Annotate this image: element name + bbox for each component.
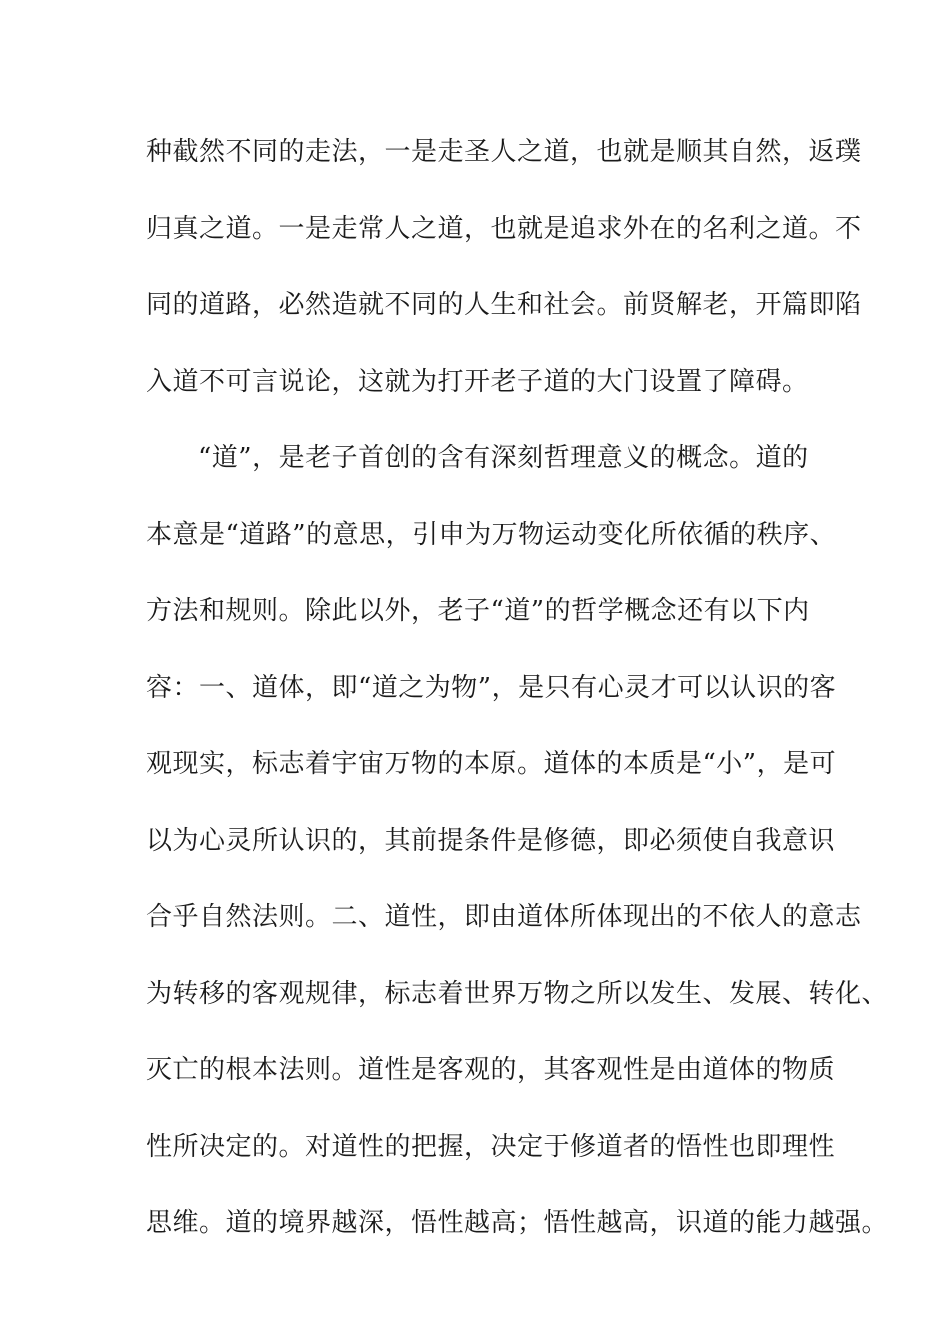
text-line: 为转移的客观规律，标志着世界万物之所以发生、发展、转化、 <box>146 978 889 1009</box>
body-text <box>146 128 889 1276</box>
text-line: 以为心灵所认识的，其前提条件是修德，即必须使自我意识 <box>146 825 836 856</box>
text-line: 方法和规则。除此以外，老子“道”的哲学概念还有以下内 <box>146 596 810 626</box>
text-line: 思维。道的境界越深，悟性越高；悟性越高，识道的能力越强。 <box>146 1208 889 1238</box>
text-line: 本意是“道路”的意思，引申为万物运动变化所依循的秩序、 <box>146 519 837 550</box>
paragraph-first-line: “道”，是老子首创的含有深刻哲理意义的概念。道的 <box>198 443 809 473</box>
text-line: 同的道路，必然造就不同的人生和社会。前贤解老，开篇即陷 <box>146 290 862 320</box>
text-line: 入道不可言说论，这就为打开老子道的大门设置了障碍。 <box>146 366 809 397</box>
text-line: 合乎自然法则。二、道性，即由道体所体现出的不依人的意志 <box>146 902 862 932</box>
text-line: 性所决定的。对道性的把握，决定于修道者的悟性也即理性 <box>146 1131 836 1162</box>
text-line: 归真之道。一是走常人之道，也就是追求外在的名利之道。不 <box>146 213 862 244</box>
text-line: 种截然不同的走法，一是走圣人之道，也就是顺其自然，返璞 <box>146 137 862 167</box>
text-line: 灭亡的根本法则。道性是客观的，其客观性是由道体的物质 <box>146 1055 836 1085</box>
text-line: 观现实，标志着宇宙万物的本原。道体的本质是“小”，是可 <box>146 749 837 779</box>
text-line: 容：一、道体，即“道之为物”，是只有心灵才可以认识的客 <box>146 672 837 703</box>
